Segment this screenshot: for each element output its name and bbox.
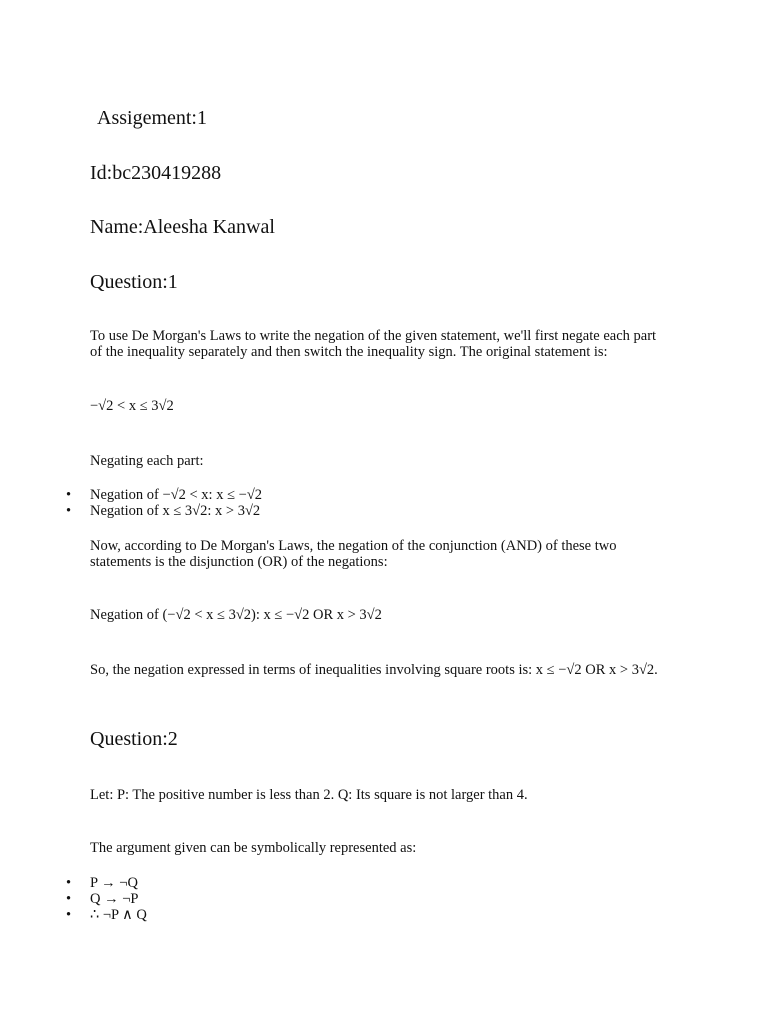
conclusion-paragraph: So, the negation expressed in terms of inequalities involving square roots is: x ≤ −√2 OR x > 3√2. [90,662,658,678]
negation-statement: Negation of (−√2 < x ≤ 3√2): x ≤ −√2 OR x > 3√2 [90,607,382,623]
list-item [62,907,147,923]
bullet-icon: • [66,907,72,923]
bullet-icon: • [66,503,72,519]
argument-bullet-list [62,875,147,923]
bullet-icon: • [66,487,72,503]
question-2-let: Let: P: The positive number is less than 2. Q: Its square is not larger than 4. [90,787,528,803]
student-name: Name:Aleesha Kanwal [90,216,275,238]
bullet-icon: • [66,875,72,891]
list-item [62,487,262,503]
list-item [62,891,147,907]
demorgan-paragraph: Now, according to De Morgan's Laws, the negation of the conjunction (AND) of these two statements is the disjunction (OR) of the negations: [90,538,617,570]
list-item [62,503,262,519]
list-item-text: Negation of −√2 < x: x ≤ −√2 [90,487,263,503]
bullet-icon: • [66,891,72,907]
list-item-text: ∴ ¬P ∧ Q [90,907,147,923]
question-2-heading: Question:2 [90,728,178,750]
argument-label: The argument given can be symbolically represented as: [90,840,417,856]
list-item-text: P → ¬Q [90,875,138,891]
list-item-text: Q → ¬P [90,891,139,907]
original-statement: −√2 < x ≤ 3√2 [90,398,174,414]
negating-label: Negating each part: [90,453,204,469]
negation-bullet-list [62,487,262,519]
student-id: Id:bc230419288 [90,162,222,184]
question-1-intro: To use De Morgan's Laws to write the negation of the given statement, we'll first negate each part of the inequality separately and then switch the inequality sign. The original statement is: [90,328,657,360]
assignment-title: Assigement:1 [97,107,207,129]
list-item [62,875,147,891]
question-1-heading: Question:1 [90,271,178,293]
list-item-text: Negation of x ≤ 3√2: x > 3√2 [90,503,261,519]
